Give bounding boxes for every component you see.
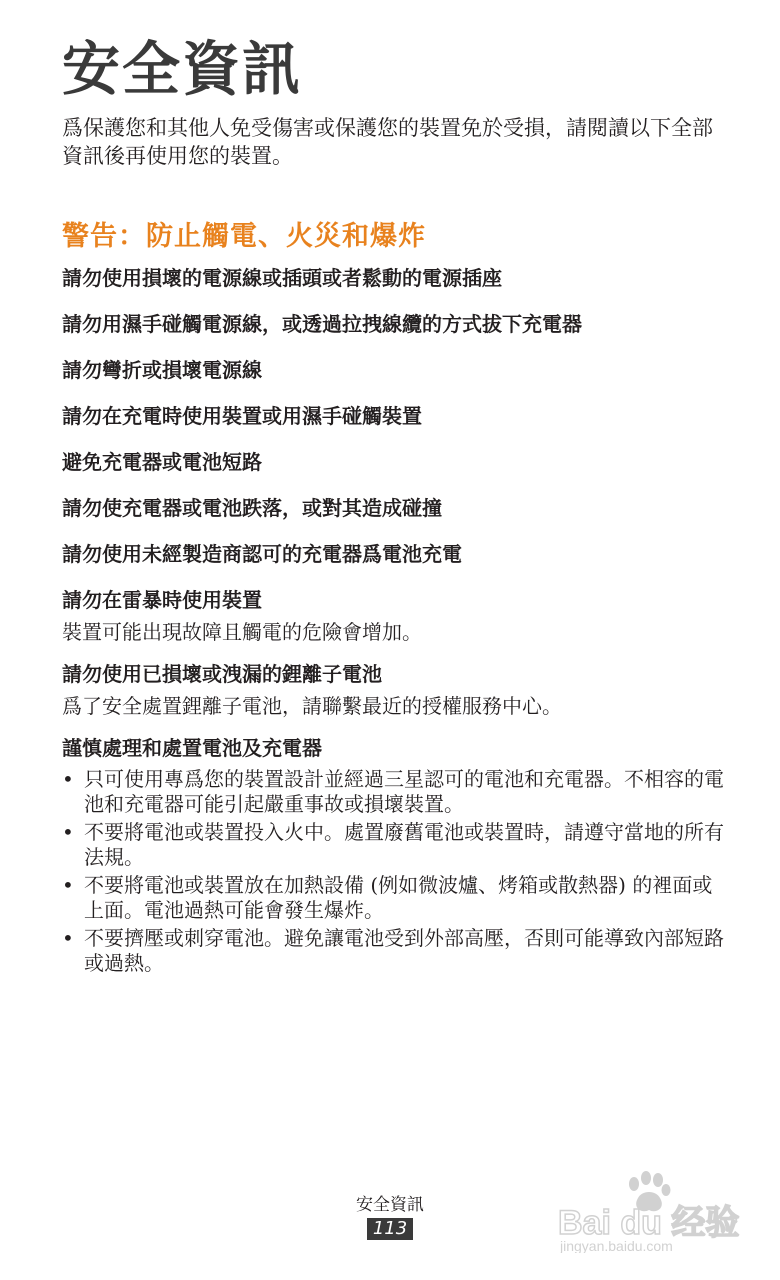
safety-content [62, 265, 727, 979]
watermark-url: jingyan.baidu.com [560, 1238, 673, 1253]
bullet-icon: • [62, 873, 74, 897]
intro-paragraph: 爲保護您和其他人免受傷害或保護您的裝置免於受損，請閱讀以下全部資訊後再使用您的裝置。 [62, 116, 713, 168]
item-heading: 請勿使充電器或電池跌落，或對其造成碰撞 [62, 496, 442, 520]
bullet-text: 不要擠壓或刺穿電池。避免讓電池受到外部高壓，否則可能導致內部短路或過熱。 [84, 926, 724, 975]
item-heading: 避免充電器或電池短路 [62, 450, 262, 474]
item-heading: 請勿使用損壞的電源線或插頭或者鬆動的電源插座 [62, 266, 502, 290]
list-item [62, 820, 727, 870]
page-number: 113 [367, 1218, 413, 1240]
item-heading: 請勿彎折或損壞電源線 [62, 358, 262, 382]
warning-heading: 警告：防止觸電、火災和爆炸 [62, 221, 426, 252]
bullet-icon: • [62, 820, 74, 844]
item-heading: 請勿用濕手碰觸電源線，或透過拉拽線纜的方式拔下充電器 [62, 312, 582, 336]
page-title: 安全資訊 [62, 35, 303, 103]
item-heading: 請勿在充電時使用裝置或用濕手碰觸裝置 [62, 404, 422, 428]
bullet-text: 不要將電池或裝置放在加熱設備 (例如微波爐、烤箱或散熱器) 的裡面或上面。電池過熱可能會發生爆炸。 [84, 873, 713, 922]
bullet-text: 不要將電池或裝置投入火中。處置廢舊電池或裝置時，請遵守當地的所有法規。 [84, 820, 724, 869]
item-heading: 謹慎處理和處置電池及充電器 [62, 736, 322, 760]
list-item [62, 926, 727, 976]
item-heading: 請勿在雷暴時使用裝置 [62, 588, 262, 612]
bullet-icon: • [62, 767, 74, 791]
bullet-icon: • [62, 926, 74, 950]
footer-section-label: 安全資訊 [356, 1195, 424, 1215]
list-item [62, 767, 727, 817]
watermark-logo-text: Bai du 经验 [558, 1204, 740, 1242]
item-heading: 請勿使用未經製造商認可的充電器爲電池充電 [62, 542, 462, 566]
bullet-text: 只可使用專爲您的裝置設計並經過三星認可的電池和充電器。不相容的電池和充電器可能引起嚴重事故或損壞裝置。 [84, 767, 724, 816]
item-body: 裝置可能出現故障且觸電的危險會增加。 [62, 620, 422, 644]
item-body: 爲了安全處置鋰離子電池，請聯繫最近的授權服務中心。 [62, 694, 562, 718]
item-heading: 請勿使用已損壞或洩漏的鋰離子電池 [62, 662, 382, 686]
bullet-list [62, 767, 727, 976]
baidu-watermark [556, 1168, 756, 1253]
list-item [62, 873, 727, 923]
